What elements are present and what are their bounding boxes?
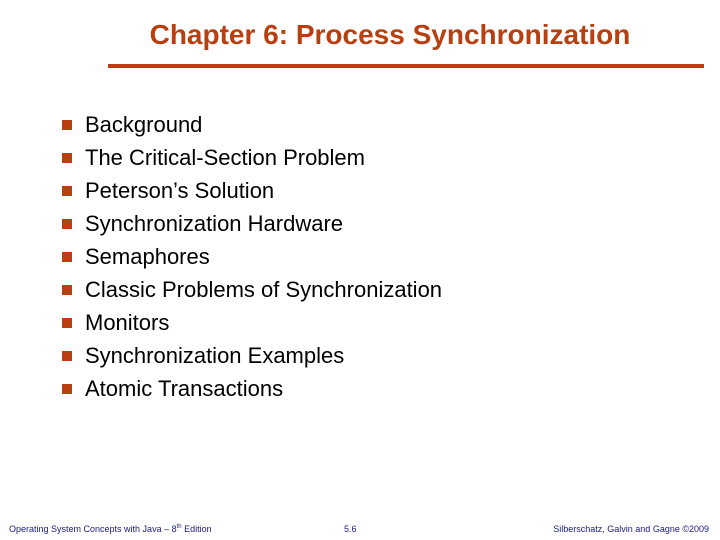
- square-bullet-icon: [62, 186, 72, 196]
- square-bullet-icon: [62, 252, 72, 262]
- list-item: [62, 207, 442, 240]
- title-underline: [108, 64, 704, 68]
- page-number: 5.6: [344, 524, 357, 534]
- footer-book-title: [9, 524, 212, 534]
- list-item-label: Synchronization Examples: [85, 342, 345, 368]
- list-item: [62, 273, 442, 306]
- slide-title: Chapter 6: Process Synchronization: [149, 19, 631, 50]
- square-bullet-icon: [62, 384, 72, 394]
- list-item-label: Monitors: [85, 309, 170, 335]
- list-item-label: Semaphores: [85, 243, 210, 269]
- list-item: [62, 108, 442, 141]
- bullet-list: [62, 108, 442, 405]
- square-bullet-icon: [62, 318, 72, 328]
- list-item-label: Synchronization Hardware: [85, 210, 344, 236]
- square-bullet-icon: [62, 351, 72, 361]
- list-item: [62, 306, 442, 339]
- list-item-label: Atomic Transactions: [85, 375, 284, 401]
- footer-copyright: Silberschatz, Galvin and Gagne ©2009: [553, 524, 709, 534]
- square-bullet-icon: [62, 285, 72, 295]
- list-item: [62, 141, 442, 174]
- square-bullet-icon: [62, 219, 72, 229]
- list-item: [62, 240, 442, 273]
- square-bullet-icon: [62, 120, 72, 130]
- list-item-label: Peterson’s Solution: [85, 177, 275, 203]
- list-item: [62, 372, 442, 405]
- square-bullet-icon: [62, 153, 72, 163]
- footer-edition-superscript: th: [176, 524, 182, 530]
- footer-book-title-text: Operating System Concepts with Java – 8: [9, 524, 177, 534]
- list-item: [62, 339, 442, 372]
- list-item-label: Classic Problems of Synchronization: [85, 276, 443, 302]
- list-item: [62, 174, 442, 207]
- list-item-label: The Critical-Section Problem: [85, 144, 365, 170]
- footer-edition-text: Edition: [181, 524, 212, 534]
- list-item-label: Background: [85, 111, 203, 137]
